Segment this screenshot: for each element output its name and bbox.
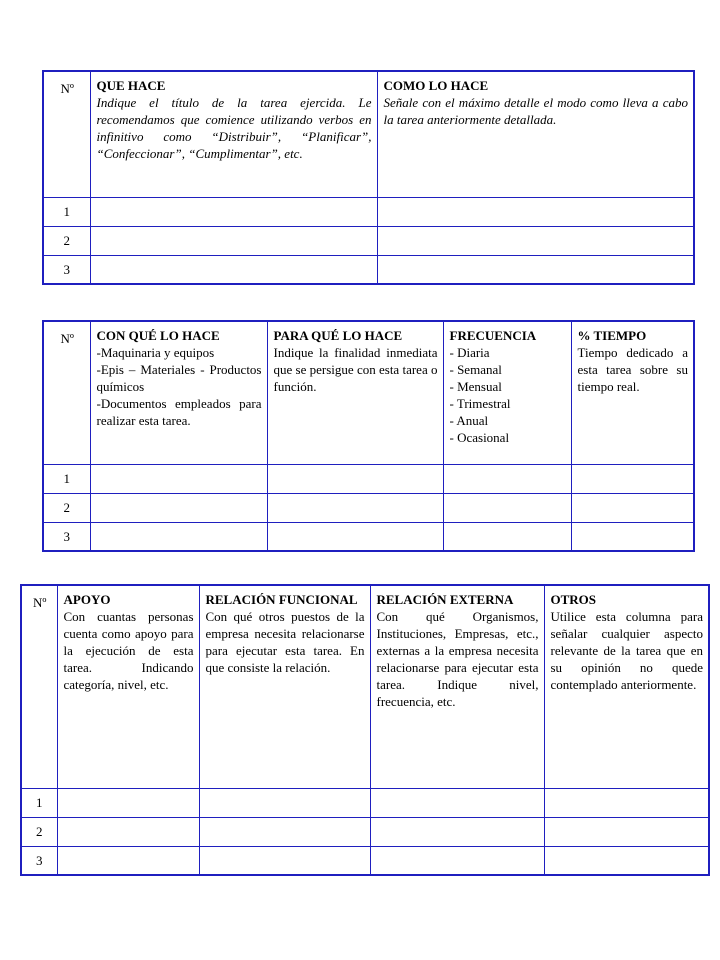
table-row <box>43 255 694 284</box>
task-details-table <box>42 320 695 552</box>
relacion-funcional-input-cell[interactable] <box>199 788 370 817</box>
apoyo-input-cell[interactable] <box>57 788 199 817</box>
tasks-table <box>42 70 695 285</box>
como-lo-hace-input-cell[interactable] <box>377 226 694 255</box>
apoyo-input-cell[interactable] <box>57 817 199 846</box>
relacion-externa-input-cell[interactable] <box>370 846 544 875</box>
table-row <box>43 493 694 522</box>
row-number: 3 <box>43 522 90 551</box>
otros-input-cell[interactable] <box>544 817 709 846</box>
relacion-funcional-input-cell[interactable] <box>199 846 370 875</box>
como-lo-hace-title: COMO LO HACE <box>383 78 489 93</box>
relacion-externa-description: Con qué Organismos, Instituciones, Empresas, etc., externas a la empresa necesita relacionarse para ejecutar esta tarea. Indique nivel, frecuencia, etc. <box>376 609 539 709</box>
que-hace-input-cell[interactable] <box>90 197 377 226</box>
row-number: 1 <box>21 788 57 817</box>
frecuencia-option: - Trimestral <box>449 396 511 411</box>
row-number: 1 <box>43 464 90 493</box>
table-header-row <box>21 585 709 788</box>
frecuencia-input-cell[interactable] <box>443 493 571 522</box>
number-column-header: Nº <box>43 71 90 197</box>
relations-table <box>20 584 710 876</box>
con-que-input-cell[interactable] <box>90 522 267 551</box>
como-lo-hace-description: Señale con el máximo detalle el modo como lleva a cabo la tarea anteriormente detallada. <box>383 95 688 127</box>
row-number: 2 <box>43 226 90 255</box>
table-row <box>43 197 694 226</box>
otros-title: OTROS <box>550 592 597 607</box>
para-que-input-cell[interactable] <box>267 493 443 522</box>
number-column-header: Nº <box>43 321 90 464</box>
tiempo-input-cell[interactable] <box>571 493 694 522</box>
apoyo-description: Con cuantas personas cuenta como apoyo para la ejecución de esta tarea. Indicando categoría, nivel, etc. <box>63 609 194 692</box>
frecuencia-input-cell[interactable] <box>443 522 571 551</box>
como-lo-hace-input-cell[interactable] <box>377 255 694 284</box>
relacion-funcional-header <box>199 585 370 788</box>
con-que-line: -Maquinaria y equipos <box>96 345 215 360</box>
table-row <box>43 464 694 493</box>
que-hace-title: QUE HACE <box>96 78 166 93</box>
apoyo-header <box>57 585 199 788</box>
tiempo-input-cell[interactable] <box>571 464 694 493</box>
tiempo-header <box>571 321 694 464</box>
relacion-externa-header <box>370 585 544 788</box>
como-lo-hace-input-cell[interactable] <box>377 197 694 226</box>
para-que-description: Indique la finalidad inmediata que se persigue con esta tarea o función. <box>273 345 438 394</box>
que-hace-header <box>90 71 377 197</box>
tiempo-title: % TIEMPO <box>577 328 647 343</box>
frecuencia-input-cell[interactable] <box>443 464 571 493</box>
relacion-externa-title: RELACIÓN EXTERNA <box>376 592 514 607</box>
para-que-input-cell[interactable] <box>267 464 443 493</box>
table-header-row <box>43 321 694 464</box>
frecuencia-option: - Diaria <box>449 345 490 360</box>
relacion-funcional-title: RELACIÓN FUNCIONAL <box>205 592 358 607</box>
que-hace-input-cell[interactable] <box>90 255 377 284</box>
con-que-input-cell[interactable] <box>90 493 267 522</box>
table-row <box>21 817 709 846</box>
otros-input-cell[interactable] <box>544 788 709 817</box>
apoyo-title: APOYO <box>63 592 111 607</box>
para-que-title: PARA QUÉ LO HACE <box>273 328 403 343</box>
con-que-input-cell[interactable] <box>90 464 267 493</box>
number-column-header: Nº <box>21 585 57 788</box>
otros-header <box>544 585 709 788</box>
apoyo-input-cell[interactable] <box>57 846 199 875</box>
relacion-funcional-input-cell[interactable] <box>199 817 370 846</box>
frecuencia-option: - Ocasional <box>449 430 510 445</box>
para-que-header <box>267 321 443 464</box>
row-number: 3 <box>43 255 90 284</box>
table-row <box>43 226 694 255</box>
relacion-externa-input-cell[interactable] <box>370 788 544 817</box>
row-number: 2 <box>21 817 57 846</box>
con-que-line: -Documentos empleados para realizar esta tarea. <box>96 396 262 428</box>
relacion-externa-input-cell[interactable] <box>370 817 544 846</box>
que-hace-description: Indique el título de la tarea ejercida. Le recomendamos que comience utilizando verbos en infinitivo como “Distribuir”, “Planificar”, “Confeccionar”, “Cumplimentar”, etc. <box>96 95 372 161</box>
table-row <box>43 522 694 551</box>
relacion-funcional-description: Con qué otros puestos de la empresa necesita relacionarse para ejecutar esta tarea. En que consiste la relación. <box>205 609 365 675</box>
table-row <box>21 788 709 817</box>
que-hace-input-cell[interactable] <box>90 226 377 255</box>
para-que-input-cell[interactable] <box>267 522 443 551</box>
tiempo-input-cell[interactable] <box>571 522 694 551</box>
row-number: 2 <box>43 493 90 522</box>
frecuencia-option: - Semanal <box>449 362 502 377</box>
como-lo-hace-header <box>377 71 694 197</box>
tiempo-description: Tiempo dedicado a esta tarea sobre su tiempo real. <box>577 345 688 394</box>
frecuencia-option: - Mensual <box>449 379 502 394</box>
row-number: 3 <box>21 846 57 875</box>
table-row <box>21 846 709 875</box>
con-que-header <box>90 321 267 464</box>
row-number: 1 <box>43 197 90 226</box>
frecuencia-title: FRECUENCIA <box>449 328 537 343</box>
con-que-title: CON QUÉ LO HACE <box>96 328 220 343</box>
frecuencia-option: - Anual <box>449 413 489 428</box>
otros-description: Utilice esta columna para señalar cualquier aspecto relevante de la tarea que en su opinión no quede contemplado anteriormente. <box>550 609 703 692</box>
con-que-line: -Epis – Materiales - Productos químicos <box>96 362 262 394</box>
table-header-row <box>43 71 694 197</box>
otros-input-cell[interactable] <box>544 846 709 875</box>
frecuencia-header <box>443 321 571 464</box>
